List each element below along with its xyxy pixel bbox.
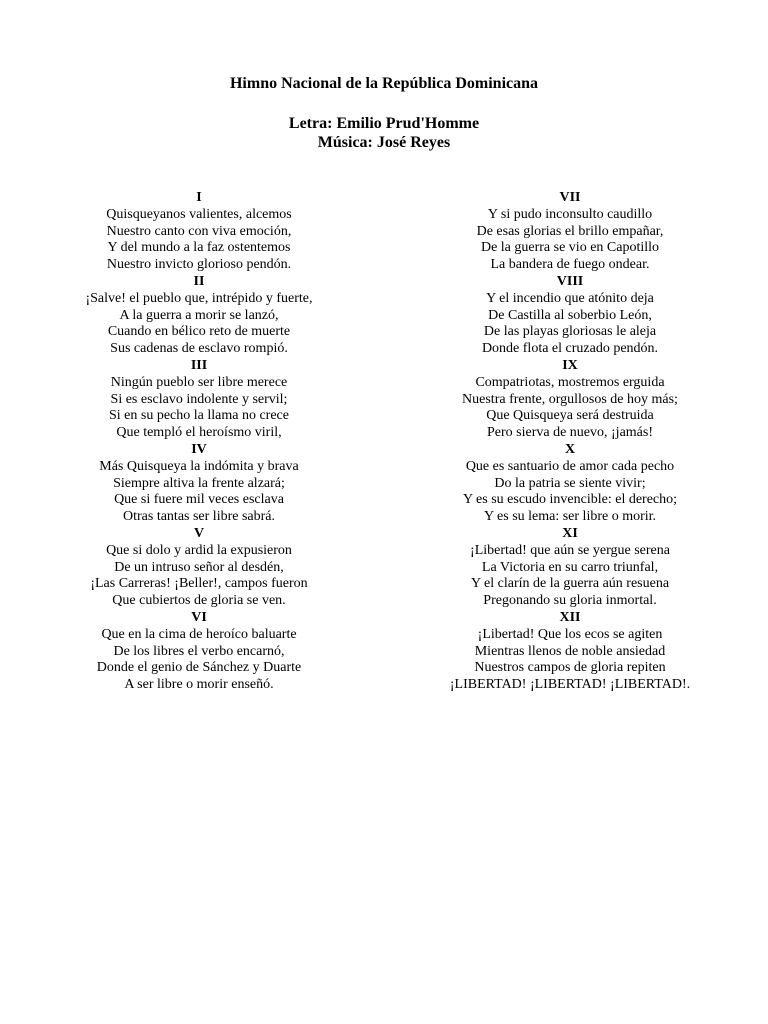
verse-line: La Victoria en su carro triunfal,: [481, 559, 659, 575]
verse-line: ¡Libertad! Que los ecos se agiten: [477, 626, 663, 642]
left-column: [19, 190, 379, 694]
verse-line: Ningún pueblo ser libre merece: [110, 374, 288, 390]
stanza: [19, 358, 379, 442]
stanza: [390, 526, 750, 610]
verse-line: Y es su escudo invencible: el derecho;: [462, 492, 678, 508]
verse-line: ¡LIBERTAD! ¡LIBERTAD! ¡LIBERTAD!.: [449, 677, 691, 693]
stanza-number: III: [190, 357, 208, 373]
verse-line: ¡Salve! el pueblo que, intrépido y fuerte,: [85, 290, 313, 306]
verse-line: ¡Las Carreras! ¡Beller!, campos fueron: [90, 576, 308, 592]
verse-line: Sus cadenas de esclavo rompió.: [110, 341, 288, 357]
verse-line: Donde el genio de Sánchez y Duarte: [96, 660, 302, 676]
verse-line: De la guerra se vio en Capotillo: [480, 240, 660, 256]
stanza: [390, 274, 750, 358]
stanza-number: X: [564, 441, 576, 457]
stanza-number: V: [193, 525, 205, 541]
stanza-number: I: [196, 190, 202, 205]
stanza-number: XII: [559, 609, 581, 625]
verse-line: De esas glorias el brillo empañar,: [476, 223, 664, 239]
verse-line: Y el clarín de la guerra aún resuena: [470, 576, 670, 592]
verse-line: Que si dolo y ardid la expusieron: [106, 542, 292, 558]
verse-line: Si en su pecho la llama no crece: [109, 408, 289, 424]
verse-line: Y el incendio que atónito deja: [486, 290, 654, 306]
stanza: [390, 610, 750, 694]
verse-line: Y del mundo a la faz ostentemos: [107, 240, 291, 256]
verse-line: De las playas gloriosas le aleja: [483, 324, 657, 340]
stanza: [19, 190, 379, 274]
stanza: [19, 442, 379, 526]
verse-line: Nuestra frente, orgullosos de hoy más;: [462, 391, 678, 407]
verse-line: Que templó el heroísmo viril,: [116, 425, 282, 441]
verse-line: Pregonando su gloria inmortal.: [483, 593, 657, 609]
stanza-number: IV: [191, 441, 207, 457]
verse-line: ¡Libertad! que aún se yergue serena: [470, 542, 670, 558]
stanza: [19, 274, 379, 358]
verse-line: Quisqueyanos valientes, alcemos: [106, 206, 292, 222]
verse-line: Do la patria se siente vivir;: [494, 475, 646, 491]
verse-line: Que cubiertos de gloria se ven.: [112, 593, 286, 609]
stanza-number: VIII: [556, 273, 584, 289]
verse-line: De un intruso señor al desdén,: [114, 559, 284, 575]
verse-line: De los libres el verbo encarnó,: [113, 643, 285, 659]
verse-line: Que es santuario de amor cada pecho: [465, 458, 675, 474]
verse-line: Que en la cima de heroíco baluarte: [101, 626, 297, 642]
stanza: [19, 526, 379, 610]
verse-line: Donde flota el cruzado pendón.: [481, 341, 659, 357]
verse-line: La bandera de fuego ondear.: [490, 257, 650, 273]
verse-line: Compatriotas, mostremos erguida: [475, 374, 665, 390]
verse-line: Más Quisqueya la indómita y brava: [99, 458, 299, 474]
lyrics-credit: Letra: Emilio Prud'Homme: [288, 115, 480, 132]
verse-line: Nuestro canto con viva emoción,: [106, 223, 292, 239]
stanza: [390, 358, 750, 442]
stanza-number: VII: [559, 190, 581, 205]
music-credit: Música: José Reyes: [317, 134, 451, 151]
verse-line: Mientras llenos de noble ansiedad: [474, 643, 666, 659]
verse-line: Si es esclavo indolente y servil;: [110, 391, 288, 407]
verse-line: De Castilla al soberbio León,: [488, 307, 652, 323]
verse-line: A la guerra a morir se lanzó,: [119, 307, 279, 323]
stanza-number: VI: [191, 609, 207, 625]
stanza: [390, 190, 750, 274]
credits-block: [0, 114, 768, 152]
verse-line: Pero sierva de nuevo, ¡jamás!: [487, 425, 653, 441]
stanza-number: XI: [562, 525, 578, 541]
verse-line: Y es su lema: ser libre o morir.: [483, 509, 657, 525]
stanza: [390, 442, 750, 526]
verse-line: Siempre altiva la frente alzará;: [113, 475, 285, 491]
stanza-number: II: [193, 273, 205, 289]
verse-line: Nuestro invicto glorioso pendón.: [106, 257, 292, 273]
verse-line: Que Quisqueya será destruida: [486, 408, 654, 424]
verse-line: Y si pudo inconsulto caudillo: [487, 206, 653, 222]
verse-line: Que si fuere mil veces esclava: [114, 492, 284, 508]
stanza-number: IX: [562, 357, 578, 373]
verse-line: Otras tantas ser libre sabrá.: [123, 509, 275, 525]
verse-line: Nuestros campos de gloria repiten: [474, 660, 666, 676]
verse-line: A ser libre o morir enseñó.: [124, 677, 274, 693]
right-column: [390, 190, 750, 694]
stanza: [19, 610, 379, 694]
verse-line: Cuando en bélico reto de muerte: [107, 324, 291, 340]
document-title: Himno Nacional de la República Dominicana: [229, 75, 539, 92]
